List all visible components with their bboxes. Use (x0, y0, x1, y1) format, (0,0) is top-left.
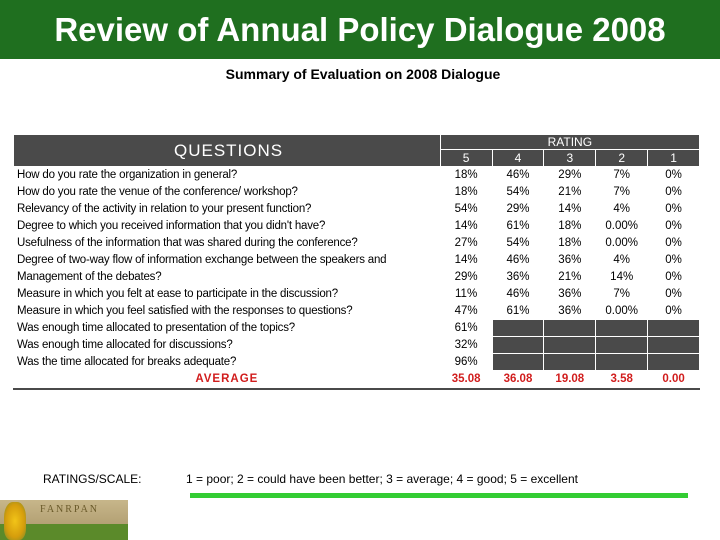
rating-value-cell (648, 354, 700, 371)
rating-value-cell: 7% (596, 167, 648, 184)
rating-value-cell: 0% (648, 286, 700, 303)
rating-value-cell: 29% (544, 167, 596, 184)
questions-header: QUESTIONS (14, 135, 441, 167)
rating-value-cell: 4% (596, 252, 648, 269)
rating-value-cell (544, 320, 596, 337)
rating-value-cell: 18% (440, 184, 492, 201)
rating-value-cell (596, 354, 648, 371)
rating-value-cell: 0% (648, 269, 700, 286)
question-cell: Measure in which you feel satisfied with the responses to questions? (14, 303, 441, 320)
rating-value-cell: 14% (596, 269, 648, 286)
rating-value-cell: 4% (596, 201, 648, 218)
rating-value-cell: 0% (648, 201, 700, 218)
table-row (14, 320, 700, 337)
average-row (14, 371, 700, 388)
rating-value-cell: 47% (440, 303, 492, 320)
table-row (14, 337, 700, 354)
question-cell: Degree of two-way flow of information exchange between the speakers and (14, 252, 441, 269)
rating-value-cell: 36% (544, 252, 596, 269)
rating-value-cell: 32% (440, 337, 492, 354)
rating-value-cell: 46% (492, 286, 544, 303)
table-row (14, 354, 700, 371)
rating-col-2: 2 (596, 150, 648, 167)
organization-logo (0, 500, 128, 540)
rating-value-cell: 0% (648, 167, 700, 184)
table-row (14, 218, 700, 235)
rating-value-cell: 46% (492, 252, 544, 269)
rating-value-cell: 54% (492, 235, 544, 252)
rating-value-cell: 0% (648, 252, 700, 269)
question-cell: Relevancy of the activity in relation to your present function? (14, 201, 441, 218)
question-cell: Usefulness of the information that was shared during the conference? (14, 235, 441, 252)
rating-value-cell (492, 337, 544, 354)
rating-value-cell: 54% (440, 201, 492, 218)
rating-value-cell: 21% (544, 269, 596, 286)
rating-col-5: 5 (440, 150, 492, 167)
table-row (14, 286, 700, 303)
logo-wordmark: FANRPAN (40, 504, 100, 515)
ratings-scale-label: RATINGS/SCALE: (43, 472, 142, 486)
rating-value-cell: 61% (492, 218, 544, 235)
rating-header: RATING (440, 135, 699, 150)
question-cell: Degree to which you received information that you didn't have? (14, 218, 441, 235)
table-row (14, 184, 700, 201)
rating-value-cell: 46% (492, 167, 544, 184)
rating-value-cell: 61% (440, 320, 492, 337)
average-value-cell: 0.00 (648, 371, 700, 388)
rating-value-cell: 0% (648, 303, 700, 320)
rating-value-cell: 29% (440, 269, 492, 286)
average-value-cell: 3.58 (596, 371, 648, 388)
rating-col-3: 3 (544, 150, 596, 167)
question-cell: How do you rate the venue of the conference/ workshop? (14, 184, 441, 201)
rating-value-cell: 0% (648, 235, 700, 252)
corn-icon (4, 502, 26, 540)
rating-value-cell (492, 354, 544, 371)
average-label: AVERAGE (14, 371, 441, 388)
rating-value-cell (544, 337, 596, 354)
rating-value-cell: 0.00% (596, 218, 648, 235)
rating-value-cell (648, 320, 700, 337)
slide-subtitle: Summary of Evaluation on 2008 Dialogue (225, 66, 501, 82)
table-row (14, 252, 700, 269)
rating-col-4: 4 (492, 150, 544, 167)
average-value-cell: 35.08 (440, 371, 492, 388)
rating-value-cell: 11% (440, 286, 492, 303)
question-cell: Was enough time allocated to presentation of the topics? (14, 320, 441, 337)
table-row (14, 235, 700, 252)
ratings-scale-text: 1 = poor; 2 = could have been better; 3 = average; 4 = good; 5 = excellent (186, 472, 578, 486)
rating-value-cell: 7% (596, 184, 648, 201)
rating-value-cell: 29% (492, 201, 544, 218)
rating-value-cell (544, 354, 596, 371)
table-row (14, 303, 700, 320)
rating-value-cell: 18% (544, 218, 596, 235)
rating-value-cell: 0% (648, 184, 700, 201)
rating-value-cell: 7% (596, 286, 648, 303)
rating-col-1: 1 (648, 150, 700, 167)
question-cell: How do you rate the organization in general? (14, 167, 441, 184)
question-cell: Measure in which you felt at ease to participate in the discussion? (14, 286, 441, 303)
rating-value-cell (492, 320, 544, 337)
evaluation-table (13, 134, 700, 388)
rating-value-cell: 0% (648, 218, 700, 235)
rating-value-cell: 21% (544, 184, 596, 201)
rating-value-cell: 61% (492, 303, 544, 320)
evaluation-table-container (13, 134, 700, 390)
question-cell: Management of the debates? (14, 269, 441, 286)
rating-value-cell: 18% (544, 235, 596, 252)
rating-value-cell (596, 337, 648, 354)
table-row (14, 269, 700, 286)
rating-value-cell: 36% (492, 269, 544, 286)
rating-value-cell: 18% (440, 167, 492, 184)
rating-value-cell: 0.00% (596, 303, 648, 320)
rating-value-cell: 36% (544, 286, 596, 303)
green-divider (190, 493, 688, 498)
rating-value-cell: 14% (544, 201, 596, 218)
rating-value-cell: 54% (492, 184, 544, 201)
table-row (14, 167, 700, 184)
question-cell: Was the time allocated for breaks adequate? (14, 354, 441, 371)
rating-value-cell: 0.00% (596, 235, 648, 252)
rating-value-cell: 27% (440, 235, 492, 252)
rating-value-cell (596, 320, 648, 337)
average-value-cell: 19.08 (544, 371, 596, 388)
rating-value-cell: 36% (544, 303, 596, 320)
rating-value-cell: 14% (440, 218, 492, 235)
table-row (14, 201, 700, 218)
average-value-cell: 36.08 (492, 371, 544, 388)
rating-value-cell: 14% (440, 252, 492, 269)
rating-value-cell: 96% (440, 354, 492, 371)
slide-title: Review of Annual Policy Dialogue 2008 (0, 0, 720, 59)
rating-value-cell (648, 337, 700, 354)
question-cell: Was enough time allocated for discussions? (14, 337, 441, 354)
